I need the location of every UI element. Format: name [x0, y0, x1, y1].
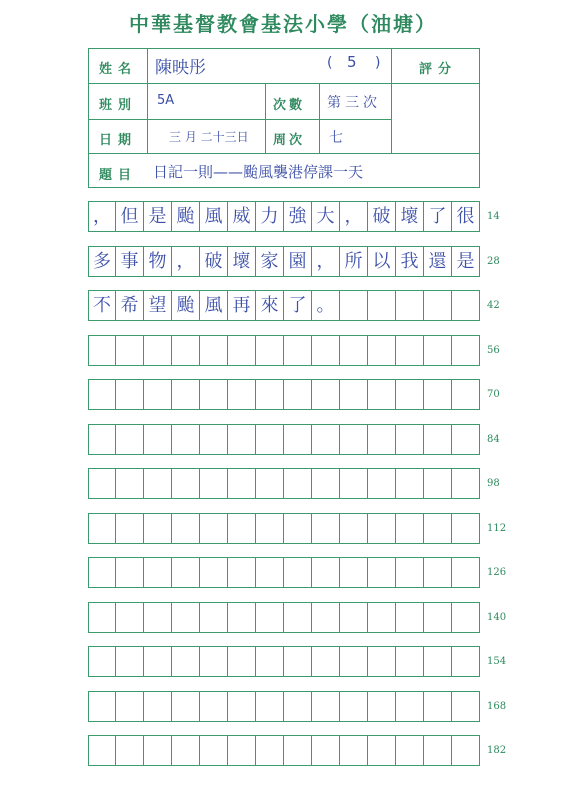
- writing-square[interactable]: ，: [172, 246, 200, 277]
- times-label: 次數: [273, 98, 306, 113]
- writing-square[interactable]: [144, 646, 172, 677]
- writing-square[interactable]: [396, 379, 424, 410]
- writing-square[interactable]: 力: [256, 201, 284, 232]
- writing-square[interactable]: [452, 602, 480, 633]
- writing-square[interactable]: [452, 646, 480, 677]
- school-title: 中華基督教會基法小學（油塘）: [129, 12, 437, 36]
- writing-square[interactable]: [88, 602, 116, 633]
- writing-square[interactable]: [284, 379, 312, 410]
- writing-square[interactable]: [452, 335, 480, 366]
- writing-square[interactable]: [312, 735, 340, 766]
- writing-square[interactable]: [116, 379, 144, 410]
- writing-square[interactable]: [256, 424, 284, 455]
- writing-square[interactable]: [396, 602, 424, 633]
- writing-square[interactable]: [144, 468, 172, 499]
- writing-square[interactable]: [424, 335, 452, 366]
- writing-square[interactable]: [312, 379, 340, 410]
- writing-square[interactable]: [200, 735, 228, 766]
- writing-square[interactable]: [116, 335, 144, 366]
- writing-square[interactable]: [340, 379, 368, 410]
- writing-square[interactable]: [368, 557, 396, 588]
- writing-square[interactable]: [284, 335, 312, 366]
- writing-square[interactable]: [424, 513, 452, 544]
- writing-square[interactable]: 園: [284, 246, 312, 277]
- writing-square[interactable]: 颱: [172, 290, 200, 321]
- writing-square[interactable]: [368, 513, 396, 544]
- writing-square[interactable]: 物: [144, 246, 172, 277]
- writing-square[interactable]: [228, 735, 256, 766]
- row-character-count: 84: [487, 434, 500, 445]
- writing-square[interactable]: [340, 513, 368, 544]
- writing-square[interactable]: ，: [312, 246, 340, 277]
- writing-square[interactable]: 事: [116, 246, 144, 277]
- writing-square[interactable]: 所: [340, 246, 368, 277]
- writing-square[interactable]: [88, 424, 116, 455]
- writing-square[interactable]: [452, 513, 480, 544]
- writing-row: [88, 735, 480, 766]
- writing-square[interactable]: [340, 735, 368, 766]
- writing-square[interactable]: [172, 557, 200, 588]
- writing-square[interactable]: [284, 468, 312, 499]
- writing-square[interactable]: 是: [452, 246, 480, 277]
- writing-row: [88, 201, 480, 232]
- writing-square[interactable]: 破: [200, 246, 228, 277]
- writing-square[interactable]: 風: [200, 290, 228, 321]
- writing-square[interactable]: 但: [116, 201, 144, 232]
- writing-square[interactable]: [452, 290, 480, 321]
- writing-square[interactable]: [256, 691, 284, 722]
- week-value[interactable]: 七: [329, 130, 343, 146]
- writing-row: [88, 246, 480, 277]
- writing-row: [88, 379, 480, 410]
- writing-square[interactable]: [144, 602, 172, 633]
- writing-square[interactable]: [312, 335, 340, 366]
- writing-square[interactable]: [172, 513, 200, 544]
- writing-square[interactable]: [452, 468, 480, 499]
- row-character-count: 14: [487, 211, 500, 222]
- writing-square[interactable]: [228, 468, 256, 499]
- date-value[interactable]: 三 月 二十三日: [169, 130, 249, 144]
- writing-square[interactable]: [424, 691, 452, 722]
- writing-square[interactable]: ，: [340, 201, 368, 232]
- writing-square[interactable]: 了: [284, 290, 312, 321]
- writing-square[interactable]: [424, 646, 452, 677]
- writing-square[interactable]: [424, 424, 452, 455]
- writing-square[interactable]: [256, 468, 284, 499]
- writing-square[interactable]: [452, 557, 480, 588]
- writing-row: [88, 424, 480, 455]
- name-label: 姓名: [99, 62, 138, 77]
- writing-square[interactable]: [256, 735, 284, 766]
- date-label: 日期: [99, 133, 138, 148]
- row-character-count: 42: [487, 300, 500, 311]
- writing-square[interactable]: [396, 691, 424, 722]
- writing-square[interactable]: [368, 379, 396, 410]
- table-divider: [89, 153, 479, 154]
- writing-square[interactable]: [340, 335, 368, 366]
- writing-square[interactable]: [424, 557, 452, 588]
- row-character-count: 154: [487, 656, 507, 667]
- writing-square[interactable]: 破: [368, 201, 396, 232]
- writing-square[interactable]: [200, 691, 228, 722]
- writing-square[interactable]: [144, 557, 172, 588]
- writing-square[interactable]: [424, 735, 452, 766]
- writing-square[interactable]: [256, 379, 284, 410]
- writing-square[interactable]: [396, 468, 424, 499]
- writing-square[interactable]: [228, 379, 256, 410]
- writing-square[interactable]: [396, 513, 424, 544]
- writing-square[interactable]: [228, 424, 256, 455]
- writing-row: [88, 691, 480, 722]
- writing-square[interactable]: [368, 691, 396, 722]
- row-character-count: 70: [487, 389, 500, 400]
- writing-square[interactable]: 壞: [396, 201, 424, 232]
- writing-square[interactable]: [312, 691, 340, 722]
- writing-square[interactable]: [424, 379, 452, 410]
- writing-square[interactable]: [116, 468, 144, 499]
- writing-square[interactable]: 風: [200, 201, 228, 232]
- writing-square[interactable]: [452, 379, 480, 410]
- writing-square[interactable]: 。: [312, 290, 340, 321]
- writing-square[interactable]: [424, 290, 452, 321]
- row-character-count: 182: [487, 745, 507, 756]
- writing-square[interactable]: [340, 646, 368, 677]
- writing-square[interactable]: [396, 557, 424, 588]
- writing-square[interactable]: [368, 335, 396, 366]
- writing-square[interactable]: [172, 691, 200, 722]
- writing-square[interactable]: [172, 468, 200, 499]
- score-label: 評分: [419, 62, 458, 77]
- table-divider: [89, 119, 391, 120]
- writing-square[interactable]: [312, 513, 340, 544]
- writing-square[interactable]: [256, 646, 284, 677]
- writing-square[interactable]: [116, 646, 144, 677]
- writing-square[interactable]: [368, 735, 396, 766]
- writing-square[interactable]: [88, 691, 116, 722]
- writing-square[interactable]: [312, 557, 340, 588]
- writing-square[interactable]: [228, 646, 256, 677]
- writing-square[interactable]: 壞: [228, 246, 256, 277]
- writing-square[interactable]: 強: [284, 201, 312, 232]
- writing-square[interactable]: [116, 602, 144, 633]
- writing-square[interactable]: [228, 557, 256, 588]
- writing-square[interactable]: [172, 646, 200, 677]
- student-info-table: [88, 48, 480, 188]
- writing-square[interactable]: [368, 646, 396, 677]
- writing-square[interactable]: [200, 424, 228, 455]
- writing-square[interactable]: [452, 735, 480, 766]
- writing-square[interactable]: [340, 691, 368, 722]
- writing-square[interactable]: [200, 335, 228, 366]
- writing-square[interactable]: [88, 513, 116, 544]
- writing-square[interactable]: [200, 513, 228, 544]
- table-divider: [147, 49, 148, 153]
- writing-square[interactable]: [340, 424, 368, 455]
- writing-square[interactable]: [116, 424, 144, 455]
- writing-square[interactable]: [88, 557, 116, 588]
- writing-square[interactable]: [312, 424, 340, 455]
- topic-value[interactable]: 日記一則——颱風襲港停課一天: [153, 163, 364, 181]
- writing-square[interactable]: [452, 691, 480, 722]
- writing-square[interactable]: [396, 335, 424, 366]
- writing-square[interactable]: 颱: [172, 201, 200, 232]
- writing-square[interactable]: [424, 602, 452, 633]
- writing-square[interactable]: 希: [116, 290, 144, 321]
- writing-square[interactable]: [256, 335, 284, 366]
- writing-square[interactable]: [88, 379, 116, 410]
- writing-square[interactable]: [88, 335, 116, 366]
- name-value[interactable]: 陳映彤: [155, 58, 206, 78]
- writing-square[interactable]: [144, 735, 172, 766]
- writing-square[interactable]: [312, 468, 340, 499]
- writing-square[interactable]: [172, 335, 200, 366]
- row-character-count: 28: [487, 256, 500, 267]
- writing-square[interactable]: [172, 602, 200, 633]
- writing-square[interactable]: [340, 602, 368, 633]
- writing-square[interactable]: [284, 424, 312, 455]
- writing-square[interactable]: [116, 691, 144, 722]
- writing-square[interactable]: [256, 602, 284, 633]
- topic-label: 題目: [99, 168, 138, 183]
- writing-square[interactable]: [88, 468, 116, 499]
- writing-square[interactable]: [312, 602, 340, 633]
- class-number-value[interactable]: 5: [347, 53, 357, 71]
- writing-row: [88, 513, 480, 544]
- writing-square[interactable]: [200, 468, 228, 499]
- writing-square[interactable]: 多: [88, 246, 116, 277]
- writing-square[interactable]: [116, 735, 144, 766]
- row-character-count: 98: [487, 478, 500, 489]
- writing-square[interactable]: [396, 290, 424, 321]
- writing-square[interactable]: [144, 379, 172, 410]
- writing-row: [88, 602, 480, 633]
- writing-square[interactable]: [368, 602, 396, 633]
- writing-square[interactable]: [452, 424, 480, 455]
- writing-square[interactable]: [200, 557, 228, 588]
- writing-square[interactable]: [256, 513, 284, 544]
- writing-square[interactable]: [396, 424, 424, 455]
- writing-square[interactable]: [396, 735, 424, 766]
- writing-square[interactable]: 來: [256, 290, 284, 321]
- writing-square[interactable]: [116, 557, 144, 588]
- writing-square[interactable]: [200, 602, 228, 633]
- writing-square[interactable]: [144, 691, 172, 722]
- writing-square[interactable]: [284, 646, 312, 677]
- writing-square[interactable]: 以: [368, 246, 396, 277]
- writing-square[interactable]: [284, 513, 312, 544]
- writing-square[interactable]: 還: [424, 246, 452, 277]
- writing-square[interactable]: ，: [88, 201, 116, 232]
- writing-square[interactable]: [172, 424, 200, 455]
- writing-row: [88, 290, 480, 321]
- writing-square[interactable]: 我: [396, 246, 424, 277]
- week-label: 周次: [273, 133, 306, 148]
- writing-square[interactable]: [116, 513, 144, 544]
- writing-square[interactable]: 很: [452, 201, 480, 232]
- writing-row: [88, 646, 480, 677]
- writing-square[interactable]: 了: [424, 201, 452, 232]
- writing-square[interactable]: [228, 602, 256, 633]
- writing-square[interactable]: [340, 290, 368, 321]
- writing-square[interactable]: [284, 735, 312, 766]
- writing-square[interactable]: [200, 646, 228, 677]
- writing-square[interactable]: [144, 513, 172, 544]
- table-divider: [391, 49, 392, 153]
- writing-square[interactable]: [200, 379, 228, 410]
- writing-square[interactable]: [396, 646, 424, 677]
- writing-square[interactable]: 是: [144, 201, 172, 232]
- writing-square[interactable]: [172, 379, 200, 410]
- table-divider: [265, 83, 266, 153]
- row-character-count: 168: [487, 701, 507, 712]
- writing-square[interactable]: [228, 513, 256, 544]
- writing-square[interactable]: [256, 557, 284, 588]
- writing-square[interactable]: [144, 335, 172, 366]
- writing-square[interactable]: [88, 646, 116, 677]
- times-value[interactable]: 第三次: [327, 95, 381, 111]
- writing-square[interactable]: [284, 557, 312, 588]
- writing-square[interactable]: 不: [88, 290, 116, 321]
- writing-square[interactable]: 望: [144, 290, 172, 321]
- writing-square[interactable]: [312, 646, 340, 677]
- writing-square[interactable]: [424, 468, 452, 499]
- class-number-close: ): [375, 55, 381, 71]
- writing-square[interactable]: [340, 468, 368, 499]
- writing-square[interactable]: 家: [256, 246, 284, 277]
- class-value[interactable]: 5A: [157, 93, 175, 108]
- writing-square[interactable]: [172, 735, 200, 766]
- writing-square[interactable]: 大: [312, 201, 340, 232]
- row-character-count: 140: [487, 612, 507, 623]
- writing-row: [88, 557, 480, 588]
- writing-square[interactable]: [340, 557, 368, 588]
- writing-square[interactable]: [368, 468, 396, 499]
- writing-square[interactable]: [228, 691, 256, 722]
- writing-square[interactable]: [284, 691, 312, 722]
- row-character-count: 126: [487, 567, 507, 578]
- writing-square[interactable]: [368, 424, 396, 455]
- writing-row: [88, 335, 480, 366]
- writing-square[interactable]: [144, 424, 172, 455]
- writing-square[interactable]: [228, 335, 256, 366]
- writing-square[interactable]: [284, 602, 312, 633]
- row-character-count: 112: [487, 523, 507, 534]
- writing-square[interactable]: 再: [228, 290, 256, 321]
- table-divider: [319, 83, 320, 153]
- row-character-count: 56: [487, 345, 500, 356]
- class-number-open: (: [327, 55, 333, 71]
- writing-square[interactable]: [88, 735, 116, 766]
- writing-square[interactable]: 威: [228, 201, 256, 232]
- writing-square[interactable]: [368, 290, 396, 321]
- class-label: 班別: [99, 98, 138, 113]
- writing-row: [88, 468, 480, 499]
